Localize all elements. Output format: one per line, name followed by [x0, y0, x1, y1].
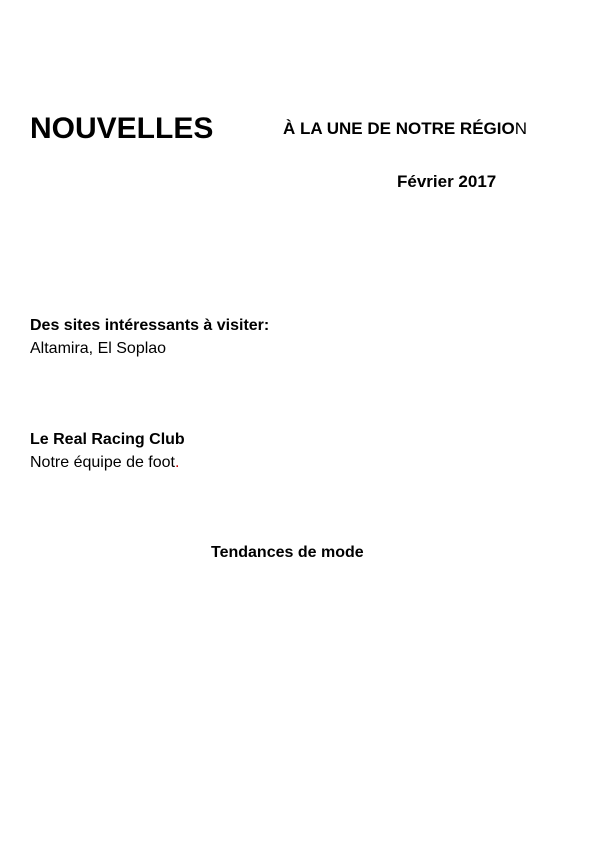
- issue-date: Février 2017: [397, 172, 497, 191]
- newsletter-title: NOUVELLES: [30, 112, 214, 145]
- section-text-sites: Altamira, El Soplao: [30, 340, 167, 357]
- subtitle-plain-part: N: [514, 119, 527, 138]
- section-heading-racing: Le Real Racing Club: [30, 431, 185, 448]
- newsletter-subtitle: [283, 118, 527, 140]
- subtitle-bold-part: À LA UNE DE NOTRE RÉGIO: [283, 119, 515, 138]
- section-text-racing: [30, 453, 179, 473]
- section-text-racing-main: Notre équipe de foot: [30, 454, 175, 471]
- section-heading-fashion: Tendances de mode: [211, 544, 364, 561]
- section-text-racing-dot: .: [175, 454, 180, 471]
- section-heading-sites: Des sites intéressants à visiter:: [30, 317, 270, 334]
